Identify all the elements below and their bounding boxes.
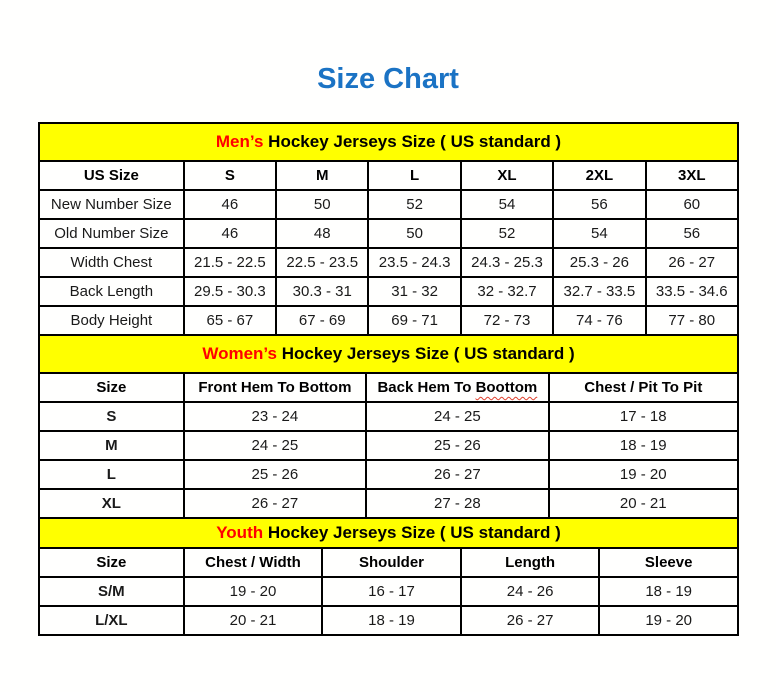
- womens-col-header-back-hem: [366, 373, 548, 402]
- womens-col-header-front-hem: Front Hem To Bottom: [184, 373, 366, 402]
- cell-value: 24.3 - 25.3: [461, 248, 553, 277]
- womens-title-highlight: Women’s: [202, 344, 277, 363]
- mens-header-row: [39, 161, 738, 190]
- youth-col-header-size: Size: [39, 548, 184, 577]
- mens-col-header-s: S: [184, 161, 276, 190]
- row-label: New Number Size: [39, 190, 184, 219]
- table-row-womens-m: [39, 431, 738, 460]
- mens-section-band: [39, 123, 738, 161]
- cell-value: 18 - 19: [322, 606, 461, 635]
- mens-col-header-l: L: [368, 161, 460, 190]
- table-row-old-number-size: [39, 219, 738, 248]
- cell-value: 26 - 27: [646, 248, 738, 277]
- cell-value: 24 - 26: [461, 577, 600, 606]
- row-label: Body Height: [39, 306, 184, 335]
- cell-value: 20 - 21: [184, 606, 323, 635]
- cell-value: 22.5 - 23.5: [276, 248, 368, 277]
- row-label: S: [39, 402, 184, 431]
- table-row-back-length: [39, 277, 738, 306]
- cell-value: 52: [368, 190, 460, 219]
- mens-section-title: [39, 123, 738, 161]
- cell-value: 23 - 24: [184, 402, 366, 431]
- cell-value: 26 - 27: [461, 606, 600, 635]
- mens-col-header-3xl: 3XL: [646, 161, 738, 190]
- mens-col-header-2xl: 2XL: [553, 161, 645, 190]
- cell-value: 26 - 27: [366, 460, 548, 489]
- mens-col-header-us-size: US Size: [39, 161, 184, 190]
- cell-value: 31 - 32: [368, 277, 460, 306]
- womens-col-header-size: Size: [39, 373, 184, 402]
- row-label: Width Chest: [39, 248, 184, 277]
- cell-value: 24 - 25: [366, 402, 548, 431]
- youth-size-table: [38, 517, 739, 636]
- table-row-youth-lxl: [39, 606, 738, 635]
- table-row-new-number-size: [39, 190, 738, 219]
- womens-section-band: [39, 335, 738, 373]
- mens-size-table: [38, 122, 739, 336]
- cell-value: 17 - 18: [549, 402, 738, 431]
- cell-value: 18 - 19: [549, 431, 738, 460]
- row-label: XL: [39, 489, 184, 518]
- youth-header-row: [39, 548, 738, 577]
- table-row-womens-l: [39, 460, 738, 489]
- cell-value: 30.3 - 31: [276, 277, 368, 306]
- youth-col-header-shoulder: Shoulder: [322, 548, 461, 577]
- womens-title-text: Hockey Jerseys Size ( US standard ): [281, 344, 575, 363]
- cell-value: 26 - 27: [184, 489, 366, 518]
- youth-col-header-sleeve: Sleeve: [599, 548, 738, 577]
- back-hem-prefix: Back Hem To: [377, 379, 472, 396]
- cell-value: 54: [553, 219, 645, 248]
- cell-value: 24 - 25: [184, 431, 366, 460]
- womens-section-title: [39, 335, 738, 373]
- row-label: L/XL: [39, 606, 184, 635]
- youth-col-header-chest-width: Chest / Width: [184, 548, 323, 577]
- mens-col-header-xl: XL: [461, 161, 553, 190]
- cell-value: 21.5 - 22.5: [184, 248, 276, 277]
- size-tables: [38, 122, 739, 636]
- cell-value: 16 - 17: [322, 577, 461, 606]
- table-row-width-chest: [39, 248, 738, 277]
- row-label: Old Number Size: [39, 219, 184, 248]
- table-row-womens-s: [39, 402, 738, 431]
- cell-value: 46: [184, 219, 276, 248]
- row-label: M: [39, 431, 184, 460]
- cell-value: 56: [646, 219, 738, 248]
- cell-value: 50: [276, 190, 368, 219]
- row-label: S/M: [39, 577, 184, 606]
- row-label: L: [39, 460, 184, 489]
- cell-value: 65 - 67: [184, 306, 276, 335]
- cell-value: 20 - 21: [549, 489, 738, 518]
- youth-col-header-length: Length: [461, 548, 600, 577]
- cell-value: 69 - 71: [368, 306, 460, 335]
- cell-value: 19 - 20: [599, 606, 738, 635]
- table-row-youth-sm: [39, 577, 738, 606]
- back-hem-misspelled-word: Boottom: [475, 379, 538, 396]
- cell-value: 56: [553, 190, 645, 219]
- cell-value: 67 - 69: [276, 306, 368, 335]
- cell-value: 46: [184, 190, 276, 219]
- table-row-womens-xl: [39, 489, 738, 518]
- cell-value: 27 - 28: [366, 489, 548, 518]
- youth-title-text: Hockey Jerseys Size ( US standard ): [267, 523, 561, 542]
- youth-title-highlight: Youth: [216, 523, 264, 542]
- womens-col-header-chest: Chest / Pit To Pit: [549, 373, 738, 402]
- row-label: Back Length: [39, 277, 184, 306]
- mens-title-highlight: Men’s: [215, 132, 264, 151]
- cell-value: 29.5 - 30.3: [184, 277, 276, 306]
- mens-title-text: Hockey Jerseys Size ( US standard ): [268, 132, 562, 151]
- cell-value: 48: [276, 219, 368, 248]
- cell-value: 19 - 20: [549, 460, 738, 489]
- cell-value: 19 - 20: [184, 577, 323, 606]
- cell-value: 33.5 - 34.6: [646, 277, 738, 306]
- youth-section-title: [39, 518, 738, 548]
- table-row-body-height: [39, 306, 738, 335]
- cell-value: 23.5 - 24.3: [368, 248, 460, 277]
- cell-value: 77 - 80: [646, 306, 738, 335]
- cell-value: 32.7 - 33.5: [553, 277, 645, 306]
- cell-value: 54: [461, 190, 553, 219]
- cell-value: 50: [368, 219, 460, 248]
- youth-section-band: [39, 518, 738, 548]
- cell-value: 25 - 26: [184, 460, 366, 489]
- cell-value: 74 - 76: [553, 306, 645, 335]
- cell-value: 72 - 73: [461, 306, 553, 335]
- cell-value: 18 - 19: [599, 577, 738, 606]
- cell-value: 25 - 26: [366, 431, 548, 460]
- page-title: Size Chart: [317, 63, 459, 95]
- cell-value: 32 - 32.7: [461, 277, 553, 306]
- cell-value: 52: [461, 219, 553, 248]
- womens-size-table: [38, 334, 739, 519]
- womens-header-row: [39, 373, 738, 402]
- mens-col-header-m: M: [276, 161, 368, 190]
- cell-value: 60: [646, 190, 738, 219]
- cell-value: 25.3 - 26: [553, 248, 645, 277]
